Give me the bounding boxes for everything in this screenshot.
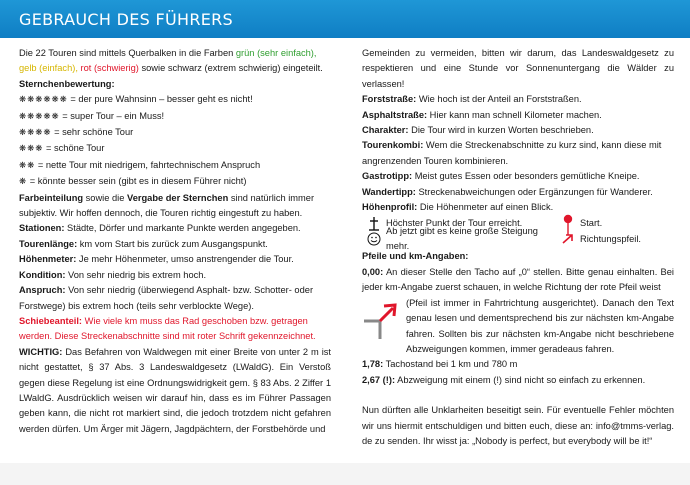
stars-list [19,92,331,190]
summit-cross-icon [362,215,386,231]
color-yellow-label: gelb (einfach), [19,63,78,74]
legend-smiley-text: Ab jetzt gibt es keine große Steigung mehr. [386,226,538,252]
color-green-label: grün (sehr einfach), [235,48,317,58]
hoehenmeter-row: Höhenmeter: Je mehr Höhenmeter, umso anstrengender die Tour. [19,254,294,265]
stars-heading: Sternchenbewertung: [19,78,115,89]
closing-paragraph: Nun dürften alle Unklarheiten beseitigt sein. Für eventuelle Fehler möchten wir uns hiermit entschuldigen und bitten euch, diese an: info@tmms-verlag. de zu senden. Ihr wisst ja: „Nobody is perfect, but everybody will be it!“ [362,405,674,446]
wandertipp-row: Wandertipp: Streckenabweichungen oder Ergänzungen für Wanderer. [362,186,653,197]
star-row [19,125,331,141]
schiebeanteil-row: Schiebeanteil: Wie viele km muss das Rad geschoben bzw. getragen werden. Diese Streckenabschnitte sind mit roter Schrift gekennzeichnet. [19,315,316,342]
continuation-paragraph: Gemeinden zu vermeiden, bitten wir darum, das Landeswaldgesetz zu respektieren und eine Stunde vor Sonnenuntergang die Wälder zu verlassen! [362,48,674,89]
star-icon: ❋ [19,177,28,188]
legend-arrow-text: Richtungspfeil. [580,233,641,244]
intro-paragraph [19,46,331,77]
anspruch-row: Anspruch: Von sehr niedrig (überwiegend Asphalt- bzw. Schotter- oder Forstwege) bis extrem hoch (teils sehr verblockte Wege). [19,285,314,311]
star-icon: ❋❋ [19,160,36,171]
star-row [19,158,331,174]
right-column [362,46,674,449]
farbeinteilung-paragraph: Farbeinteilung sowie die Vergabe der Sternchen sind natürlich immer subjektiv. Wir hoffen dennoch, die Touren richtig eingestuft zu haben. [19,192,315,219]
legend-start-text: Start. [580,217,603,228]
intro-text: Die 22 Touren sind mittels Querbalken in die Farben [19,48,236,58]
star-row-text: = der pure Wahnsinn – besser geht es nicht! [67,94,253,105]
junction-arrow-icon [362,302,398,340]
star-icon: ❋❋❋❋ [19,128,52,139]
page-title: GEBRAUCH DES FÜHRERS [19,10,234,29]
charakter-row: Charakter: Die Tour wird in kurzen Worten beschrieben. [362,125,594,136]
stationen-row: Stationen: Städte, Dörfer und markante Punkte werden angegeben. [19,223,301,234]
star-row [19,92,331,108]
footer-band [0,463,690,485]
star-icon: ❋❋❋❋❋ [19,111,60,122]
asphaltstrasse-row: Asphaltstraße: Hier kann man schnell Kilometer machen. [362,109,602,120]
forststrasse-row: Forststraße: Wie hoch ist der Anteil an Forststraßen. [362,94,582,105]
t178-row: 1,78: Tachostand bei 1 km und 780 m [362,359,518,370]
tourenlaenge-row: Tourenlänge: km vom Start bis zurück zum Ausgangspunkt. [19,238,268,249]
arrow-paragraph [362,296,674,358]
intro-text-2: sowie schwarz (extrem schwierig) eingeteilt. [138,63,323,74]
null-paragraph: 0,00: An dieser Stelle den Tacho auf „0“ stellen. Bitte genau einhalten. Bei jeder km-Angabe zuerst schauen, in welche Richtung der rote Pfeil weist [362,266,674,293]
star-row [19,174,331,190]
start-marker-icon [556,210,580,236]
star-row [19,141,331,157]
smiley-icon [362,231,386,247]
star-icon: ❋❋❋ [19,144,44,155]
star-row [19,109,331,125]
left-column [19,46,331,437]
star-row-text: = schöne Tour [43,143,105,154]
hoehenprofil-row: Höhenprofil: Die Höhenmeter auf einen Blick. [362,202,554,213]
star-row-text: = sehr schöne Tour [51,127,134,138]
pfeile-heading: Pfeile und km-Angaben: [362,251,469,262]
gastrotipp-row: Gastrotipp: Meist gutes Essen oder besonders gemütliche Kneipe. [362,171,640,182]
t267-row: 2,67 (!): Abzweigung mit einem (!) sind nicht so einfach zu erkennen. [362,374,646,385]
star-row-text: = super Tour – ein Muss! [59,110,165,121]
arrow-explanation: (Pfeil ist immer in Fahrtrichtung ausgerichtet). Danach den Text genau lesen und dementsprechend bis zur nächsten km-Angabe fahren. Sollten bis zur nächsten km-Angabe nicht beschriebene Abzweigungen kommen, immer geradeaus fahren. [406,297,674,354]
color-red-label: rot (schwierig) [80,63,139,74]
wichtig-paragraph: WICHTIG: Das Befahren von Waldwegen mit einer Breite von unter 2 m ist nicht gestattet, § 37 Abs. 3 Landeswaldgesetz (LWaldG). Ein Verstoß gegen diese Regelung ist eine Ordnungswidrigkeit gem. § 83 Abs. 2 Ziffer 1 LWaldG. Ausdrücklich weisen wir darauf hin, dass es im Führer Passagen geben kann, die nicht rot markiert sind, die jedoch trotzdem nicht gefahren werden dürfen. Um Ärger mit Jägern, Jagdpächtern, der Forstbehörde und [19,346,331,434]
legend-row-2 [362,226,674,252]
kondition-row: Kondition: Von sehr niedrig bis extrem hoch. [19,269,207,280]
star-row-text: = könnte besser sein (gibt es in diesem Führer nicht) [27,176,247,187]
tourenkombi-row: Tourenkombi: Wem die Streckenabschnitte zu kurz sind, kann diese mit angrenzenden Touren kombinieren. [362,140,662,166]
star-row-text: = nette Tour mit niedrigem, fahrtechnischem Anspruch [35,159,261,170]
page-header [0,0,690,38]
legend-summit-text: Höchster Punkt der Tour erreicht. [386,217,523,228]
direction-arrow-icon [556,234,580,244]
star-icon: ❋❋❋❋❋❋ [19,95,68,106]
